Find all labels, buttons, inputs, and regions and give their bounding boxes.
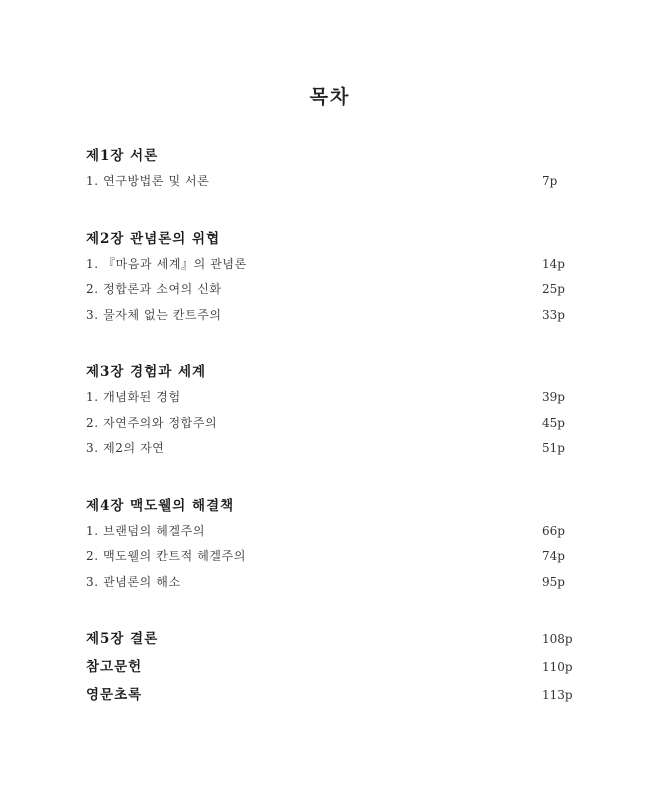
toc-entry[interactable] [86, 522, 586, 548]
page-number: 25p [542, 282, 565, 296]
page-number: 108p [542, 632, 573, 646]
toc-entry[interactable] [86, 255, 586, 281]
chapter-5 [86, 627, 586, 647]
entry-title: 1. 연구방법론 및 서론 [86, 174, 210, 188]
toc-entry[interactable] [86, 280, 586, 306]
chapter-title: 제3장 경험과 세계 [86, 364, 207, 380]
page-number: 95p [542, 574, 565, 589]
page-number: 7p [542, 174, 558, 188]
entry-title: 2. 정합론과 소여의 신화 [86, 282, 222, 296]
toc-entry[interactable] [86, 547, 586, 573]
page-number: 39p [542, 390, 565, 404]
chapter-heading[interactable] [86, 227, 586, 247]
english-abstract-section [86, 683, 586, 703]
chapter-heading[interactable] [86, 144, 586, 164]
chapter-title: 영문초록 [86, 687, 143, 703]
entry-title: 2. 자연주의와 정합주의 [86, 415, 218, 430]
chapter-4 [86, 494, 586, 599]
toc-entry[interactable] [86, 388, 586, 414]
toc-entry[interactable] [86, 414, 586, 440]
page-number: 45p [542, 415, 565, 430]
toc-entry[interactable] [86, 172, 586, 198]
chapter-title: 참고문헌 [86, 659, 143, 675]
entry-title: 3. 물자체 없는 칸트주의 [86, 307, 222, 322]
references-section [86, 655, 586, 675]
chapter-title: 제2장 관념론의 위협 [86, 230, 221, 247]
chapter-2 [86, 227, 586, 332]
chapter-1 [86, 144, 586, 198]
chapter-heading[interactable] [86, 360, 586, 380]
entry-title: 1. 개념화된 경험 [86, 390, 181, 404]
entry-title: 3. 관념론의 해소 [86, 574, 181, 589]
chapter-3 [86, 360, 586, 465]
entry-title: 1. 『마음과 세계』의 관념론 [86, 256, 247, 271]
page-number: 110p [542, 660, 573, 674]
entry-title: 3. 제2의 자연 [86, 441, 165, 455]
page-number: 33p [542, 307, 565, 322]
chapter-title: 제1장 서론 [86, 148, 159, 164]
chapter-title: 제4장 맥도웰의 해결책 [86, 497, 235, 514]
page-title: 목차 [309, 86, 351, 108]
chapter-heading[interactable] [86, 655, 586, 675]
page-number: 113p [542, 688, 573, 702]
toc-entry[interactable] [86, 573, 586, 599]
entry-title: 1. 브랜덤의 헤겔주의 [86, 523, 206, 538]
page-number: 51p [542, 441, 565, 455]
chapter-heading[interactable] [86, 683, 586, 703]
toc-entry[interactable] [86, 439, 586, 465]
chapter-heading[interactable] [86, 494, 586, 514]
table-of-contents [86, 144, 586, 711]
chapter-title: 제5장 결론 [86, 631, 159, 647]
entry-title: 2. 맥도웰의 칸트적 헤겔주의 [86, 549, 247, 563]
chapter-heading[interactable] [86, 627, 586, 647]
toc-entry[interactable] [86, 306, 586, 332]
page-number: 66p [542, 523, 565, 538]
page-number: 14p [542, 256, 565, 271]
page-number: 74p [542, 549, 565, 563]
